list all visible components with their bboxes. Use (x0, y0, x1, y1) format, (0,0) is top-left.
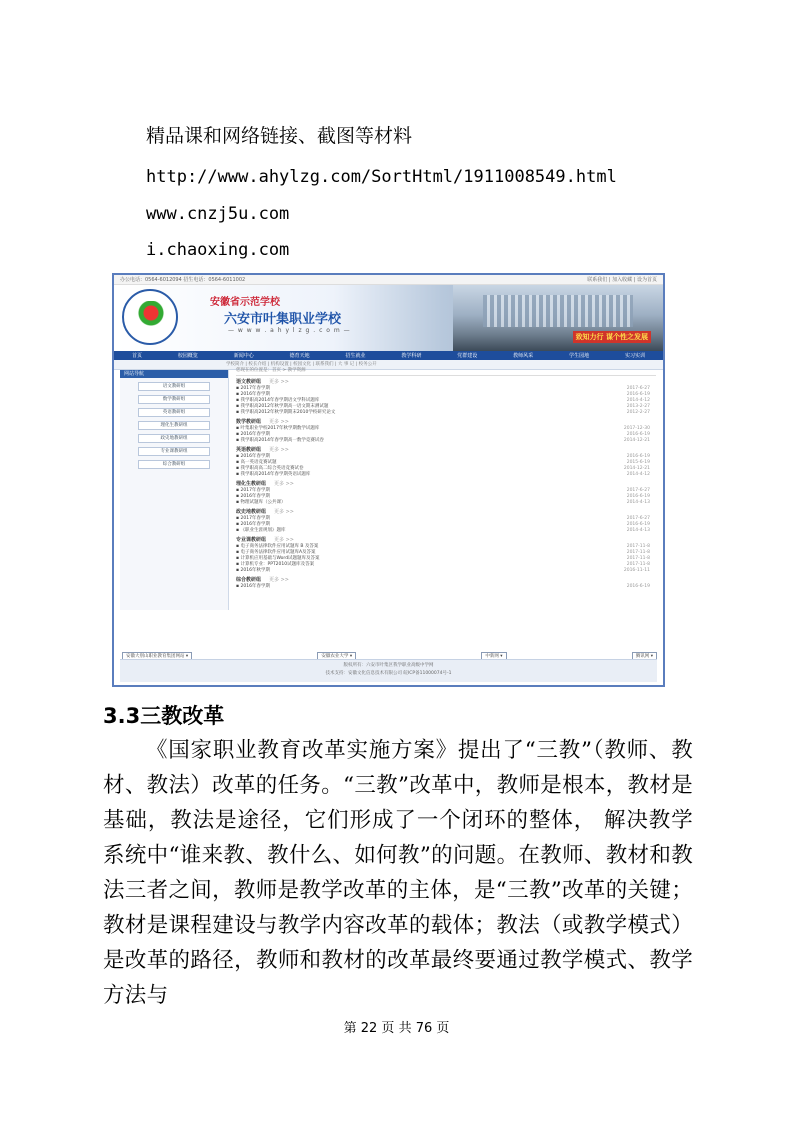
sidebar-item[interactable]: 理化生教研组 (138, 421, 210, 430)
section-name: 英语教研组 (236, 447, 262, 453)
list-item-date: 2016-6-19 (626, 494, 650, 499)
text-line-1: 精品课和网络链接、截图等材料 (146, 125, 413, 147)
list-item-title[interactable]: ▪ 高一英语竞赛试题 (236, 460, 277, 465)
list-item-date: 2017-11-8 (626, 550, 650, 555)
section-name: 政史地教研组 (236, 509, 267, 515)
list-item-title[interactable]: ▪ 我学职高2012年秋学期期末2010学校研究论文 (236, 410, 336, 415)
list-item[interactable] (236, 568, 656, 574)
school-slogan: 致知力行 谋个性之发展 (573, 331, 651, 343)
list-item-date: 2013-2-27 (626, 404, 650, 409)
section-title (236, 481, 656, 488)
list-item[interactable] (236, 584, 656, 590)
site-topbar (114, 275, 663, 285)
school-prefix: 安徽省示范学校 (210, 297, 280, 308)
list-item-date: 2014-4-13 (626, 500, 650, 505)
website-screenshot (112, 273, 665, 687)
list-item[interactable] (236, 410, 656, 416)
list-item-title[interactable]: ▪ 2016年春学期 (236, 392, 270, 397)
list-item-date: 2016-6-19 (626, 584, 650, 589)
text-line-url-3[interactable]: i.chaoxing.com (146, 240, 290, 260)
nav-item[interactable]: 招生就业 (345, 353, 366, 359)
link-select[interactable]: 中新网 ▾ (481, 652, 506, 661)
text-line-url-2[interactable]: www.cnzj5u.com (146, 204, 290, 224)
nav-item[interactable]: 德育天地 (289, 353, 310, 359)
list-item-date: 2014-12-21 (623, 438, 650, 443)
list-item-title[interactable]: ▪ 2016年春学期 (236, 454, 270, 459)
sidebar-item[interactable]: 综合教研组 (138, 460, 210, 469)
site-contact: 办公电话：0564-6012094 招生电话：0564-6011002 (120, 277, 246, 283)
list-item[interactable] (236, 438, 656, 444)
list-item-date: 2017-6-27 (626, 516, 650, 521)
section-title (236, 577, 656, 584)
nav-item[interactable]: 新闻中心 (233, 353, 254, 359)
list-item-title[interactable]: ▪ 我学职高2014年春学期高一数学竞赛试卷 (236, 438, 324, 443)
link-select[interactable]: 腾讯网 ▾ (632, 652, 657, 661)
more-link[interactable]: 更多 >> (274, 509, 294, 515)
list-item-date: 2016-6-19 (626, 392, 650, 397)
site-quicklinks: 联系我们 | 加入收藏 | 设为首页 (587, 277, 657, 283)
site-sidebar (120, 370, 229, 610)
nav-item[interactable]: 学生园地 (569, 353, 590, 359)
list-item-title[interactable]: ▪ 2016年秋学期 (236, 568, 270, 573)
list-item-title[interactable]: ▪ 叶集职业学校2017年秋学期数学试题库 (236, 426, 320, 431)
list-item-title[interactable]: ▪ 2016年春学期 (236, 522, 270, 527)
site-copyright: 版权所有：六安市叶集区我学职业高级中学网 (343, 663, 434, 668)
site-subnav: 学校简介 | 校长介绍 | 机构设置 | 校园文化 | 联系我们 | 大 事 记 | 校务公开 (114, 360, 663, 370)
more-link[interactable]: 更多 >> (269, 379, 289, 385)
list-item-title[interactable]: ▪ 我学职高2014年春学期语文学科试题库 (236, 398, 320, 403)
list-item-date: 2014-4-13 (626, 528, 650, 533)
section-name: 综合教研组 (236, 577, 262, 583)
list-item-date: 2015-6-19 (626, 460, 650, 465)
list-item-title[interactable]: ▪ 2017年春学期 (236, 488, 270, 493)
section-title (236, 379, 656, 386)
list-item-title[interactable]: ▪ 2016年春学期 (236, 584, 270, 589)
more-link[interactable]: 更多 >> (269, 447, 289, 453)
list-item-title[interactable]: ▪ 我学职高2014年春学期英语试题库 (236, 472, 311, 477)
section-name: 数学教研组 (236, 419, 262, 425)
section-name: 语文教研组 (236, 379, 262, 385)
more-link[interactable]: 更多 >> (269, 577, 289, 583)
section-title (236, 447, 656, 454)
list-item-date: 2017-12-30 (623, 426, 650, 431)
list-item-title[interactable]: ▪ 计算机专业：PPT2010试题库及答案 (236, 562, 315, 567)
site-banner (114, 285, 663, 351)
nav-item[interactable]: 教师风采 (513, 353, 534, 359)
text-line-url[interactable]: http://www.ahylzg.com/SortHtml/1911008549.html (146, 167, 617, 187)
list-item-title[interactable]: ▪ 2017年春学期 (236, 386, 270, 391)
link-select[interactable]: 安徽大别山职业教育集团网站 ▾ (122, 652, 192, 661)
list-item-title[interactable]: ▪ 电子商务法律软件应用试题库 B 及答案 (236, 544, 319, 549)
school-logo-icon (122, 289, 178, 345)
list-item-date: 2014-12-21 (623, 466, 650, 471)
school-url: — w w w . a h y l z g . c o m — (228, 327, 351, 334)
list-item-date: 2017-11-8 (626, 544, 650, 549)
list-item[interactable] (236, 500, 656, 506)
sidebar-item[interactable]: 专业课教研组 (138, 447, 210, 456)
section-title (236, 537, 656, 544)
link-select[interactable]: 安徽农业大学 ▾ (317, 652, 356, 661)
list-item-title[interactable]: ▪ 计算机应用基础与Word试题题库及答案 (236, 556, 320, 561)
nav-item[interactable]: 首页 (131, 353, 142, 359)
site-footer (120, 659, 657, 682)
list-item-date: 2016-6-19 (626, 454, 650, 459)
nav-item[interactable]: 实习实训 (624, 353, 645, 359)
list-item-title[interactable]: ▪ 电子商务法律软件应用试题库A及答案 (236, 550, 316, 555)
nav-item[interactable]: 校园概览 (177, 353, 198, 359)
list-item-title[interactable]: ▪ 我学职高高二综合英语竞赛试卷 (236, 466, 304, 471)
nav-item[interactable]: 教学科研 (401, 353, 422, 359)
list-item-date: 2017-11-8 (626, 562, 650, 567)
section-name: 理化生教研组 (236, 481, 267, 487)
section-title (236, 509, 656, 516)
sidebar-item[interactable]: 政史地教研组 (138, 434, 210, 443)
list-item-title[interactable]: ▪ 物理试题库（公共课） (236, 500, 286, 505)
list-item-date: 2016-6-19 (626, 432, 650, 437)
section-name: 专业课教研组 (236, 537, 267, 543)
list-item-title[interactable]: ▪ 2017年春学期 (236, 516, 270, 521)
body-paragraph: 《国家职业教育改革实施方案》提出了“三教”（教师、教材、教法）改革的任务。“三教”改革中，教师是根本，教材是基础，教法是途径，它们形成了一个闭环的整体， 解决教学系统中“谁来教、教什么、如何教”的问题。在教师、教材和教法三者之间，教师是教学改革的主体，是“三教”改革的关键；教材是课程建设与教学内容改革的载体；教法（或教学模式）是改革的路径，教师和教材的改革最终要通过教学模式、教学方法与 (103, 738, 693, 1008)
list-item[interactable] (236, 472, 656, 478)
site-location: 您现在的位置是：首页 > 教学资源 (236, 367, 656, 376)
nav-item[interactable]: 党群建设 (457, 353, 478, 359)
sidebar-title: 网站导航 (120, 370, 228, 378)
list-item[interactable] (236, 528, 656, 534)
list-item-date: 2014-4-12 (626, 472, 650, 477)
list-item-title[interactable]: ▪ 我学职高2012年秋学期高一语文期末测试题 (236, 404, 329, 409)
more-link[interactable]: 更多 >> (274, 481, 294, 487)
list-item-date: 2016-6-19 (626, 522, 650, 527)
sidebar-item[interactable]: 语文教研组 (138, 382, 210, 391)
more-link[interactable]: 更多 >> (274, 537, 294, 543)
school-name: 六安市叶集职业学校 (224, 312, 342, 327)
sidebar-item[interactable]: 数学教研组 (138, 395, 210, 404)
list-item-title[interactable]: ▪ 2016年春学期 (236, 494, 270, 499)
list-item-date: 2017-6-27 (626, 386, 650, 391)
section-heading: 3.3三教改革 (103, 704, 225, 728)
more-link[interactable]: 更多 >> (269, 419, 289, 425)
list-item-date: 2012-2-27 (626, 410, 650, 415)
list-item-date: 2014-4-12 (626, 398, 650, 403)
list-item-title[interactable]: ▪ 《职业生涯规划》题库 (236, 528, 286, 533)
site-nav (114, 351, 663, 360)
list-item-date: 2016-11-11 (623, 568, 650, 573)
section-title (236, 419, 656, 426)
site-main (236, 367, 656, 590)
list-item-date: 2017-6-27 (626, 488, 650, 493)
list-item-title[interactable]: ▪ 2016年春学期 (236, 432, 270, 437)
site-support: 技术支持：安徽文化信息技术有限公司 皖ICP备11000074号-1 (325, 671, 452, 676)
list-item-date: 2017-11-8 (626, 556, 650, 561)
page-number: 第 22 页 共 76 页 (343, 1021, 450, 1036)
sidebar-item[interactable]: 英语教研组 (138, 408, 210, 417)
